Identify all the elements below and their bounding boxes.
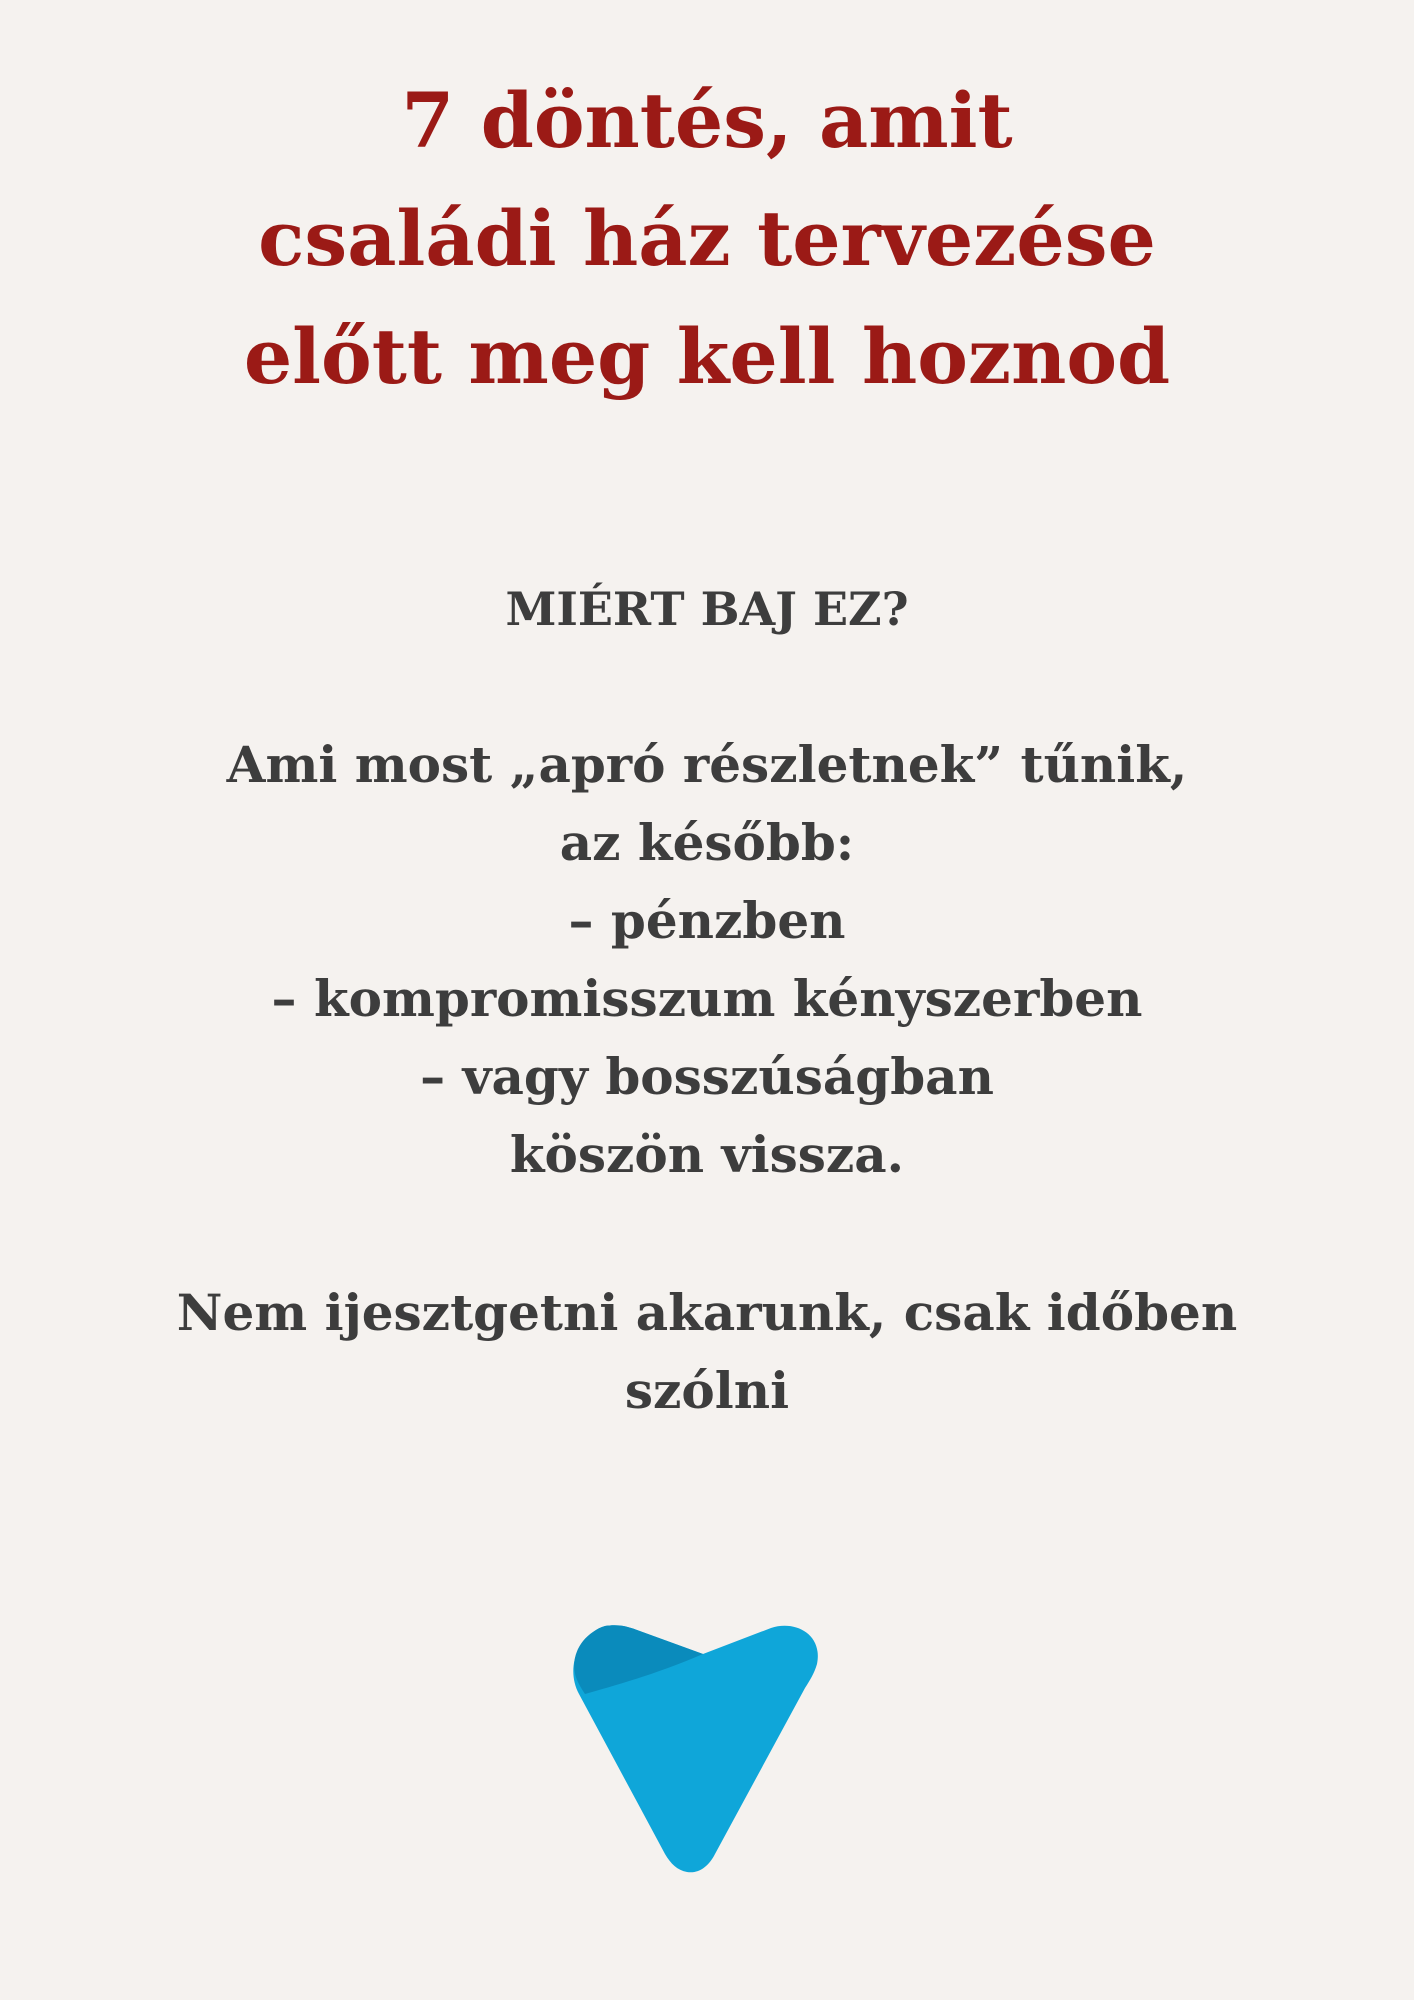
paragraph-line: az később: xyxy=(559,813,855,872)
title-line-3: előtt meg kell hoznod xyxy=(243,312,1171,401)
page-title xyxy=(100,62,1314,416)
paragraph-line: szólni xyxy=(624,1361,790,1420)
paragraph-line: Ami most „apró részletnek” tűnik, xyxy=(226,735,1188,794)
list-item-annoyance: – vagy bosszúságban xyxy=(420,1047,994,1106)
title-line-1: 7 döntés, amit xyxy=(401,76,1013,165)
paragraph-consequences xyxy=(100,726,1314,1194)
list-item-money: – pénzben xyxy=(568,891,846,950)
triangle-logo-icon xyxy=(565,1622,849,1876)
section-heading: MIÉRT BAJ EZ? xyxy=(505,582,909,636)
title-line-2: családi ház tervezése xyxy=(258,194,1156,283)
paragraph-line: Nem ijesztgetni akarunk, csak időben xyxy=(176,1283,1238,1342)
paragraph-closing xyxy=(100,1274,1314,1430)
list-item-compromise: – kompromisszum kényszerben xyxy=(271,969,1143,1028)
paragraph-line: köszön vissza. xyxy=(509,1125,905,1184)
